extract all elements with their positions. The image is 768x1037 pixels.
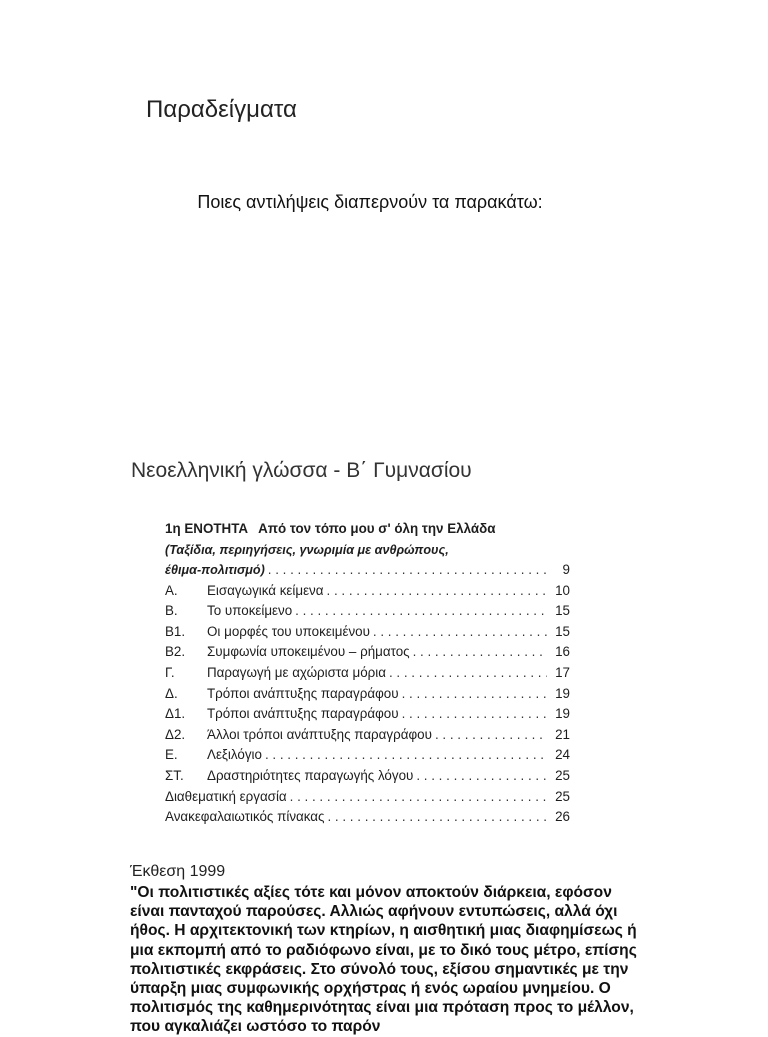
toc-item-code: Β. [165,603,178,619]
toc-row [165,766,570,787]
toc-item-code: Δ1. [165,706,186,722]
toc-row [165,745,570,766]
toc-unit-title: Από τον τόπο μου σ' όλη την Ελλάδα [258,521,496,536]
toc-unit-number: 1η ΕΝΟΤΗΤΑ [165,521,249,536]
toc-page-number: 26 [555,809,570,825]
toc-item-code: Α. [165,582,178,598]
toc-unit-subtitle-end: έθιμα-πολιτισμό) [165,563,265,577]
toc-item-code: Ε. [165,747,178,763]
question-heading: Ποιες αντιλήψεις διαπερνούν τα παρακάτω: [197,192,543,212]
essay-label: Έκθεση 1999 [130,863,226,880]
toc-item-title: Ανακεφαλαιωτικός πίνακας [165,809,325,825]
toc-item-title: Παραγωγή με αχώριστα μόρια [207,664,386,680]
toc-page-number: 15 [555,603,570,619]
table-of-contents [165,518,570,828]
toc-page-number: 17 [555,664,570,680]
toc-item-title: Άλλοι τρόποι ανάπτυξης παραγράφου [207,726,432,742]
toc-row [165,622,570,643]
toc-page-number: 25 [555,767,570,783]
toc-page-number: 24 [555,747,570,763]
toc-leader-dots [327,581,548,602]
toc-row [165,704,570,725]
page-title: Παραδείγματα [146,96,297,123]
toc-page-number: 19 [555,706,570,722]
toc-items [165,581,570,828]
toc-row [165,807,570,828]
toc-item-title: Το υποκείμενο [207,603,293,619]
toc-unit-subtitle: (Ταξίδια, περιηγήσεις, γνωριμία με ανθρώπους, [165,543,449,557]
essay-quote: "Οι πολιτιστικές αξίες τότε και μόνον αποκτούν διάρκεια, εφόσον είναι πανταχού παρούσες. Αλλιώς αφήνουν εντυπώσεις, αλλά όχι ήθος. Η αρχιτεκτονική των κτηρίων, η αισθητική μιας διαφημίσεως ή μια εκπομπή από το ραδιόφωνο είναι, με το δικό τους μέτρο, επίσης πολιτιστικές εκφράσεις. Στο σύνολό τους, εξίσου σημαντικές με την ύπαρξη μιας συμφωνικής ορχήστρας ή ενός ωραίου μνημείου. Ο πολιτισμός της καθημερινότητας είναι μια πρόταση προς το μέλλον, που αγκαλιάζει ωστόσο το παρόν [130,884,637,1036]
toc-item-code: Δ. [165,685,178,701]
toc-item-title: Διαθεματική εργασία [165,788,287,804]
toc-item-code: Β1. [165,623,186,639]
toc-item-code: Δ2. [165,726,186,742]
toc-leader-dots [435,725,547,746]
toc-leader-dots [265,745,547,766]
toc-item-title: Δραστηριότητες παραγωγής λόγου [207,767,414,783]
toc-item-title: Λεξιλόγιο [207,747,262,763]
toc-page-number: 21 [555,726,570,742]
toc-row [165,642,570,663]
toc-leader-dots [373,622,547,643]
toc-unit-heading [165,518,570,540]
toc-leader-dots [295,601,547,622]
toc-page-number: 19 [555,685,570,701]
toc-leader-dots [290,787,547,808]
toc-page-number: 16 [555,644,570,660]
toc-leader-dots [416,766,547,787]
toc-leader-dots [402,704,547,725]
toc-item-title: Τρόποι ανάπτυξης παραγράφου [207,706,399,722]
toc-page-number: 10 [555,582,570,598]
toc-item-title: Εισαγωγικά κείμενα [207,582,324,598]
toc-row [165,601,570,622]
toc-row [165,787,570,808]
toc-item-title: Τρόποι ανάπτυξης παραγράφου [207,685,399,701]
toc-page-number: 15 [555,623,570,639]
toc-leader-dots [268,560,547,581]
toc-item-code: Β2. [165,644,186,660]
toc-row [165,725,570,746]
toc-row [165,663,570,684]
toc-item-title: Συμφωνία υποκειμένου – ρήματος [207,644,410,660]
toc-item-code: Γ. [165,664,175,680]
toc-page-number: 9 [562,562,570,577]
toc-leader-dots [402,684,547,705]
toc-row [165,560,570,581]
section-subtitle: Νεοελληνική γλώσσα - Β΄ Γυμνασίου [131,459,472,482]
toc-leader-dots [327,807,547,828]
toc-row [165,581,570,602]
toc-page-number: 25 [555,788,570,804]
toc-row [165,684,570,705]
toc-item-title: Οι μορφές του υποκειμένου [207,623,370,639]
toc-item-code: ΣΤ. [165,767,184,783]
toc-leader-dots [413,642,547,663]
toc-leader-dots [389,663,547,684]
